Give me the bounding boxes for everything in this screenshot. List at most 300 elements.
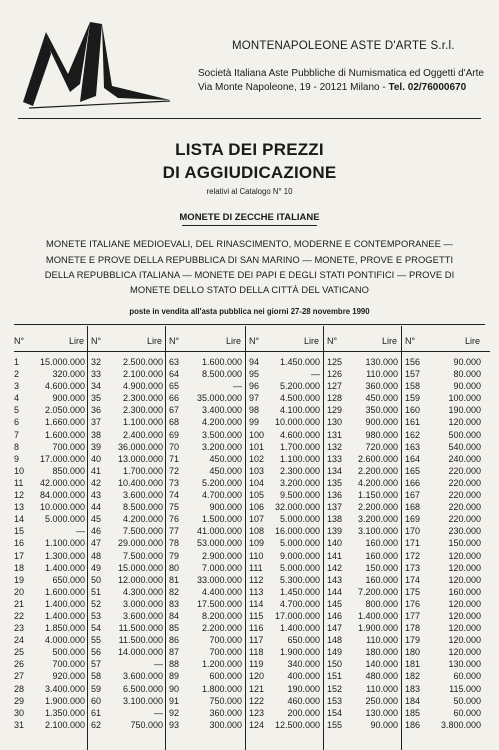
lot-number: 126 [327, 369, 343, 380]
lot-number: 50 [91, 574, 102, 585]
lot-price: 2.300.000 [122, 405, 163, 416]
lot-price: 4.000.000 [44, 635, 85, 646]
lot-number: 112 [249, 574, 264, 585]
lot-number: 110 [249, 550, 264, 561]
lot-number: 123 [249, 707, 265, 718]
lot-number: 170 [405, 526, 421, 537]
table-row [169, 586, 242, 598]
header-price: Lire [147, 336, 163, 346]
header-number: N° [327, 336, 338, 346]
table-row [249, 368, 320, 380]
table-row [405, 404, 481, 416]
lot-price: 180.000 [365, 647, 398, 658]
lot-number: 34 [91, 381, 102, 392]
table-row [14, 670, 85, 682]
lot-number: 89 [169, 671, 180, 682]
table-row [249, 562, 320, 574]
section-underline [182, 225, 317, 226]
lot-number: 96 [249, 381, 260, 392]
lot-number: 186 [405, 719, 421, 730]
lot-price: 1.900.000 [357, 623, 398, 634]
lot-price: 90.000 [453, 357, 481, 367]
lot-price: 2.300.000 [122, 393, 163, 404]
table-row [405, 574, 481, 586]
table-row [169, 610, 242, 622]
table-row [405, 441, 481, 453]
lot-number: 29 [14, 695, 25, 706]
lot-price: 41.000.000 [196, 526, 242, 537]
lot-price: 500.000 [52, 647, 85, 658]
table-row [14, 404, 85, 416]
lot-price: 2.100.000 [122, 369, 163, 380]
lot-number: 114 [249, 598, 264, 609]
table-row [405, 719, 481, 731]
lot-price: 110.000 [366, 635, 398, 646]
lot-price: — [154, 707, 163, 718]
table-row [327, 646, 398, 658]
table-top-divider [14, 324, 485, 325]
table-row [327, 429, 398, 441]
table-row [91, 441, 163, 453]
table-row [169, 392, 242, 404]
lot-number: 60 [91, 695, 102, 706]
lot-number: 157 [405, 369, 421, 380]
lot-price: 5.000.000 [279, 562, 320, 573]
lot-number: 27 [14, 671, 25, 682]
column-divider [323, 326, 324, 750]
lot-price: 1.660.000 [44, 417, 85, 428]
table-row [327, 586, 398, 598]
lot-number: 48 [91, 550, 102, 561]
table-row [405, 477, 481, 489]
lot-number: 71 [169, 453, 180, 464]
table-row [169, 634, 242, 646]
lot-price: 4.200.000 [122, 514, 163, 525]
lot-price: 84.000.000 [39, 490, 85, 501]
lot-price: 1.200.000 [201, 659, 242, 670]
lot-price: 1.100.000 [44, 538, 85, 549]
lot-number: 37 [91, 417, 102, 428]
lot-number: 80 [169, 562, 180, 573]
table-row [14, 598, 85, 610]
lot-number: 93 [169, 719, 180, 730]
lot-price: 3.000.000 [122, 598, 163, 609]
lot-number: 21 [14, 598, 25, 609]
lot-number: 14 [14, 514, 25, 525]
table-row [405, 634, 481, 646]
lot-price: 4.600.000 [44, 381, 85, 392]
lot-number: 17 [14, 550, 25, 561]
lot-price: 320.000 [52, 369, 85, 380]
lot-number: 12 [14, 490, 25, 501]
lot-number: 30 [14, 707, 25, 718]
lot-price: 17.000.000 [274, 610, 320, 621]
lot-price: 220.000 [448, 465, 481, 476]
price-column [327, 356, 398, 731]
table-row [249, 634, 320, 646]
lot-price: 220.000 [448, 502, 481, 513]
table-row [169, 380, 242, 392]
lot-price: 7.500.000 [122, 550, 163, 561]
table-row [169, 513, 242, 525]
lot-number: 139 [327, 526, 343, 537]
lot-price: 2.500.000 [122, 357, 163, 367]
lot-number: 137 [327, 502, 343, 513]
lot-number: 15 [14, 526, 25, 537]
lot-price: 1.500.000 [201, 514, 242, 525]
lot-price: 3.600.000 [122, 490, 163, 501]
table-row [169, 683, 242, 695]
column-divider [401, 326, 402, 750]
lot-number: 61 [91, 707, 102, 718]
table-row [327, 610, 398, 622]
table-row [169, 477, 242, 489]
lot-price: 17.500.000 [196, 598, 242, 609]
lot-price: 13.000.000 [117, 453, 163, 464]
table-row [327, 695, 398, 707]
lot-number: 181 [405, 659, 421, 670]
lot-price: 12.000.000 [117, 574, 163, 585]
lot-number: 4 [14, 393, 20, 404]
lot-price: 10.000.000 [39, 502, 85, 513]
lot-number: 56 [91, 647, 102, 658]
sale-dates-note: poste in vendita all'asta pubblica nei giorni 27-28 novembre 1990 [129, 307, 370, 316]
lot-price: 160.000 [365, 538, 398, 549]
lot-price: 5.300.000 [279, 574, 320, 585]
lot-price: 250.000 [365, 695, 398, 706]
lot-price: 120.000 [448, 550, 481, 561]
lot-price: 5.200.000 [201, 477, 242, 488]
lot-price: 120.000 [448, 574, 481, 585]
lot-price: 1.600.000 [201, 357, 242, 367]
lot-price: 2.900.000 [201, 550, 242, 561]
table-row [327, 453, 398, 465]
lot-price: 600.000 [209, 671, 242, 682]
lot-number: 127 [327, 381, 343, 392]
table-row [249, 622, 320, 634]
lot-price: 140.000 [365, 659, 398, 670]
lot-price: 1.600.000 [44, 429, 85, 440]
column-divider [165, 326, 166, 750]
lot-number: 169 [405, 514, 421, 525]
lot-number: 97 [249, 393, 260, 404]
lot-number: 179 [405, 635, 421, 646]
table-row [249, 513, 320, 525]
table-row [91, 622, 163, 634]
lot-price: 220.000 [448, 490, 481, 501]
table-row [91, 719, 163, 731]
price-table [14, 326, 490, 750]
lot-number: 103 [249, 465, 265, 476]
description-line: MONETE E PROVE DELLA REPUBBLICA DI SAN MARINO — MONETE, PROVE E PROGETTI [45, 254, 454, 265]
table-row [169, 598, 242, 610]
lot-number: 145 [327, 598, 343, 609]
table-row [169, 356, 242, 368]
lot-price: 1.900.000 [279, 647, 320, 658]
lot-price: 700.000 [209, 635, 242, 646]
table-row [14, 441, 85, 453]
description-line: DELLA REPUBBLICA ITALIANA — MONETE DEI PAPI E DEGLI STATI PONTIFICI — PROVE DI [44, 269, 455, 280]
lot-number: 10 [14, 465, 25, 476]
lot-number: 183 [405, 683, 421, 694]
lot-number: 146 [327, 610, 343, 621]
table-row [405, 356, 481, 368]
table-row [91, 586, 163, 598]
lot-number: 51 [91, 586, 102, 597]
lot-price: 120.000 [448, 598, 481, 609]
lot-number: 33 [91, 369, 102, 380]
header-number: N° [91, 336, 102, 346]
lot-number: 54 [91, 623, 102, 634]
table-row [327, 368, 398, 380]
company-name: MONTENAPOLEONE ASTE D'ARTE S.r.l. [232, 40, 455, 52]
lot-number: 63 [169, 357, 180, 367]
table-row [91, 380, 163, 392]
table-row [91, 489, 163, 501]
table-row [169, 646, 242, 658]
lot-number: 121 [249, 683, 265, 694]
lot-price: 110.000 [366, 369, 398, 380]
lot-price: 80.000 [453, 369, 481, 380]
lot-price: 4.400.000 [201, 586, 242, 597]
company-address [198, 82, 466, 93]
lot-number: 52 [91, 598, 102, 609]
lot-number: 62 [91, 719, 102, 730]
price-column [249, 356, 320, 731]
lot-number: 87 [169, 647, 180, 658]
table-row [91, 465, 163, 477]
lot-number: 53 [91, 610, 102, 621]
lot-price: 8.500.000 [122, 502, 163, 513]
lot-number: 116 [249, 623, 264, 634]
lot-price: 12.500.000 [274, 719, 320, 730]
phone-number: Tel. 02/76000670 [388, 82, 467, 93]
lot-number: 66 [169, 393, 180, 404]
lot-number: 16 [14, 538, 25, 549]
table-row [327, 356, 398, 368]
lot-price: 700.000 [52, 441, 85, 452]
lot-number: 24 [14, 635, 25, 646]
table-row [169, 670, 242, 682]
lot-price: 4.600.000 [279, 429, 320, 440]
table-row [405, 368, 481, 380]
table-row [91, 646, 163, 658]
table-row [249, 441, 320, 453]
lot-number: 155 [327, 719, 343, 730]
lot-number: 106 [249, 502, 265, 513]
lot-price: 16.000.000 [274, 526, 320, 537]
lot-number: 43 [91, 490, 102, 501]
table-row [327, 622, 398, 634]
table-row [91, 477, 163, 489]
lot-number: 128 [327, 393, 343, 404]
table-row [91, 574, 163, 586]
lot-number: 132 [327, 441, 343, 452]
lot-price: 8.500.000 [201, 369, 242, 380]
table-row [327, 501, 398, 513]
table-row [405, 416, 481, 428]
table-row [14, 465, 85, 477]
lot-number: 133 [327, 453, 343, 464]
lot-number: 81 [169, 574, 180, 585]
lot-number: 153 [327, 695, 343, 706]
lot-price: 9.000.000 [279, 550, 320, 561]
lot-number: 171 [405, 538, 421, 549]
table-row [14, 416, 85, 428]
lot-price: 450.000 [209, 453, 242, 464]
lot-number: 73 [169, 477, 180, 488]
lot-price: 33.000.000 [196, 574, 242, 585]
table-row [249, 525, 320, 537]
lot-price: 3.200.000 [357, 514, 398, 525]
table-row [91, 610, 163, 622]
table-row [327, 634, 398, 646]
table-row [405, 525, 481, 537]
lot-price: 160.000 [365, 550, 398, 561]
lot-number: 100 [249, 429, 265, 440]
lot-number: 67 [169, 405, 180, 416]
lot-price: 650.000 [287, 635, 320, 646]
lot-number: 158 [405, 381, 421, 392]
lot-price: 160.000 [448, 586, 481, 597]
lot-price: 190.000 [448, 405, 481, 416]
price-column [405, 356, 481, 731]
table-row [14, 477, 85, 489]
table-row [405, 513, 481, 525]
lot-price: 4.700.000 [201, 490, 242, 501]
lot-price: 2.200.000 [357, 502, 398, 513]
table-row [327, 537, 398, 549]
table-row [91, 634, 163, 646]
lot-price: 3.600.000 [122, 671, 163, 682]
lot-price: 1.400.000 [44, 598, 85, 609]
table-row [14, 622, 85, 634]
lot-number: 102 [249, 453, 265, 464]
lot-number: 22 [14, 610, 25, 621]
lot-price: — [233, 381, 242, 392]
table-row [249, 586, 320, 598]
table-row [169, 453, 242, 465]
header-price: Lire [69, 336, 85, 346]
lot-number: 141 [327, 550, 343, 561]
price-column [14, 356, 85, 731]
lot-number: 162 [405, 429, 421, 440]
table-row [405, 683, 481, 695]
table-row [405, 622, 481, 634]
lot-price: 36.000.000 [117, 441, 163, 452]
lot-number: 154 [327, 707, 343, 718]
table-row [249, 670, 320, 682]
lot-number: 144 [327, 586, 343, 597]
lot-price: 450.000 [365, 393, 398, 404]
lot-number: 7 [14, 429, 20, 440]
table-row [91, 404, 163, 416]
header-price: Lire [226, 336, 242, 346]
lot-price: 5.200.000 [279, 381, 320, 392]
lot-price: 750.000 [209, 695, 242, 706]
table-row [405, 695, 481, 707]
lot-number: 118 [249, 647, 264, 658]
table-row [405, 586, 481, 598]
table-row [14, 646, 85, 658]
lot-price: 900.000 [52, 393, 85, 404]
lot-number: 178 [405, 623, 421, 634]
lot-number: 36 [91, 405, 102, 416]
table-row [14, 719, 85, 731]
table-row [91, 695, 163, 707]
catalog-reference: relativi al Catalogo N° 10 [206, 187, 293, 196]
lot-price: 700.000 [52, 659, 85, 670]
table-row [91, 537, 163, 549]
lot-number: 79 [169, 550, 180, 561]
table-row [327, 489, 398, 501]
lot-price: 540.000 [448, 441, 481, 452]
table-row [327, 380, 398, 392]
table-row [405, 537, 481, 549]
lot-price: 1.300.000 [44, 550, 85, 561]
lot-price: 1.850.000 [44, 623, 85, 634]
table-row [249, 465, 320, 477]
table-row [169, 416, 242, 428]
lot-number: 161 [405, 417, 421, 428]
lot-price: 3.500.000 [201, 429, 242, 440]
table-row [169, 658, 242, 670]
lot-price: 4.100.000 [279, 405, 320, 416]
lot-number: 35 [91, 393, 102, 404]
table-row [249, 404, 320, 416]
table-row [327, 683, 398, 695]
table-row [14, 562, 85, 574]
lot-number: 1 [14, 357, 20, 367]
lot-price: 150.000 [365, 562, 398, 573]
lot-number: 156 [405, 357, 421, 367]
lot-number: 142 [327, 562, 343, 573]
lot-number: 69 [169, 429, 180, 440]
lot-number: 184 [405, 695, 421, 706]
table-row [91, 501, 163, 513]
lot-price: 130.000 [448, 659, 481, 670]
lot-number: 124 [249, 719, 265, 730]
lot-number: 84 [169, 610, 180, 621]
table-row [405, 501, 481, 513]
table-row [14, 586, 85, 598]
table-row [169, 574, 242, 586]
lot-number: 174 [405, 574, 421, 585]
lot-number: 135 [327, 477, 343, 488]
lot-price: 850.000 [52, 465, 85, 476]
address-text: Via Monte Napoleone, 19 - 20121 Milano - [198, 82, 389, 93]
lot-number: 175 [405, 586, 421, 597]
lot-price: 1.400.000 [357, 610, 398, 621]
lot-number: 44 [91, 502, 102, 513]
table-row [249, 489, 320, 501]
table-row [249, 392, 320, 404]
lot-number: 58 [91, 671, 102, 682]
table-row [327, 392, 398, 404]
table-row [14, 658, 85, 670]
table-row [327, 562, 398, 574]
lot-number: 143 [327, 574, 343, 585]
lot-number: 177 [405, 610, 421, 621]
lot-number: 88 [169, 659, 180, 670]
lot-price: 2.200.000 [357, 465, 398, 476]
lot-number: 167 [405, 490, 421, 501]
table-row [14, 489, 85, 501]
lot-number: 104 [249, 477, 265, 488]
lot-price: 3.800.000 [440, 719, 481, 730]
table-row [14, 574, 85, 586]
page-title-line1: LISTA DEI PREZZI [175, 140, 324, 159]
